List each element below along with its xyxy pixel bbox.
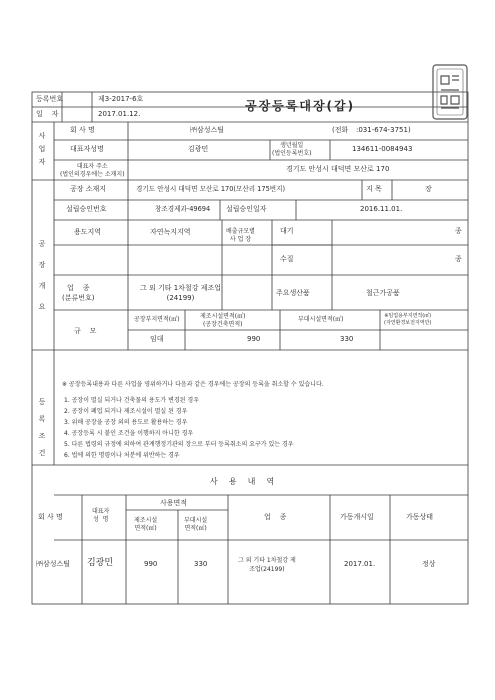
auxiliary-area-value: 330 xyxy=(340,335,354,343)
page-title: 공장등록대장(갑) xyxy=(245,99,356,113)
air-value: 종 xyxy=(455,227,462,235)
location-label: 공장 소재지 xyxy=(70,185,107,193)
condition-item: 2. 공장이 폐업 되거나 제조시설이 멸실 된 경우 xyxy=(64,408,188,415)
air-label: 대기 xyxy=(280,227,294,235)
auxiliary-area-label: 부대시설면적(㎡) xyxy=(298,316,344,323)
approval-no-value: 창조경제과-49694 xyxy=(155,205,211,213)
condition-item: 3. 위해 공장을 공장 외의 용도로 활용하는 경우 xyxy=(64,419,188,426)
usage-row-start: 2017.01. xyxy=(344,560,376,568)
usage-rep-header: 대표자 성 명 xyxy=(92,508,110,524)
conditions-notice: ※ 공장등록내용과 다른 사업을 영위하거나 다음과 같은 경우에는 공장의 등록을 취소할 수 있습니다. xyxy=(62,381,324,388)
usage-title: 사 용 내 역 xyxy=(210,477,277,486)
company-label: 회 사 명 xyxy=(70,126,95,134)
zone-label: 용도지역 xyxy=(74,228,102,236)
company-value: ㈜삼성스틸 xyxy=(190,126,225,134)
industry-label: 업 종 (분류번호) xyxy=(62,284,95,302)
address-label: 대표자 주소 (법인의경우에는 소재지) xyxy=(60,163,125,179)
usage-row-aux-area: 330 xyxy=(194,560,208,568)
scale-label: 규 모 xyxy=(74,327,97,335)
date-label: 일 자 xyxy=(36,110,59,118)
usage-aux-area-header: 부대시설 면적(㎡) xyxy=(184,517,208,533)
factory-section-label: 공장개요 xyxy=(38,240,46,324)
water-label: 수질 xyxy=(280,255,294,263)
usage-row-status: 정상 xyxy=(422,560,436,568)
usage-row-industry: 그 외 기타 1차철강 제 조업(24199) xyxy=(238,557,296,573)
phone-label: (전화 xyxy=(332,126,349,134)
zone-value: 자연녹지지역 xyxy=(150,228,191,236)
building-area-label: 제조시설면적(㎡) (공장건축면적) xyxy=(200,313,246,329)
reg-no-label: 등록번호 xyxy=(36,95,64,103)
products-value: 철근가공품 xyxy=(366,289,400,297)
approval-date-label: 설립승인일자 xyxy=(226,205,267,213)
products-label: 주요생산품 xyxy=(276,289,310,297)
address-value: 경기도 안성시 대덕면 모산로 170 xyxy=(286,165,390,173)
usage-area-header: 사용면적 xyxy=(160,499,188,507)
land-category-label: 지 목 xyxy=(366,185,382,193)
reg-no-value: 제3-2017-6호 xyxy=(98,95,144,103)
rep-label: 대표자성명 xyxy=(70,145,104,153)
date-value: 2017.01.12. xyxy=(98,110,141,118)
usage-industry-header: 업 종 xyxy=(264,513,287,521)
location-value: 경기도 안성시 대덕면 모산로 170(모산리 175번지) xyxy=(136,185,286,193)
site-area-label: 공장부지면적(㎡) xyxy=(134,316,180,323)
birth-value: 134611-0084943 xyxy=(352,145,413,153)
emission-label: 배출규모별 사 업 장 xyxy=(226,228,255,244)
other-area-label: ※임업용부지면적(㎡) (자연환경보전지역만) xyxy=(384,313,432,326)
approval-date-value: 2016.11.01. xyxy=(360,205,403,213)
owner-section-label: 사업자 xyxy=(38,132,46,171)
usage-status-header: 가동상태 xyxy=(406,513,434,521)
usage-row-rep: 김광민 xyxy=(87,558,114,568)
usage-start-header: 가동개시일 xyxy=(340,513,374,521)
rep-name: 김광민 xyxy=(188,145,209,153)
approval-no-label: 설립승인번호 xyxy=(66,205,107,213)
condition-item: 6. 법에 의한 명령이나 처분에 위반하는 경우 xyxy=(64,452,180,459)
birth-label: 생년월일 (법인등록번호) xyxy=(272,142,312,158)
conditions-section-label: 등록조건 xyxy=(38,398,46,466)
usage-company-header: 회 사 명 xyxy=(38,513,63,521)
usage-mfg-area-header: 제조시설 면적(㎡) xyxy=(134,517,158,533)
industry-value: 그 외 기타 1차철강 제조업 (24199) xyxy=(140,284,221,302)
phone-value: :031-674-3751) xyxy=(356,126,411,134)
land-category-value: 장 xyxy=(425,185,432,193)
building-area-value: 990 xyxy=(247,335,261,343)
condition-item: 4. 공장등록 시 붙인 조건을 이행하지 아니한 경우 xyxy=(64,430,194,437)
official-stamp xyxy=(430,62,470,122)
condition-item: 5. 다른 법령의 규정에 의하여 관계행정기관의 장으로 부터 등록취소의 요구가 있는 경우 xyxy=(64,441,294,448)
site-area-value: 임대 xyxy=(150,335,164,343)
usage-row-company: ㈜삼성스틸 xyxy=(36,560,71,568)
water-value: 종 xyxy=(455,255,462,263)
usage-row-mfg-area: 990 xyxy=(144,560,158,568)
condition-item: 1. 공장이 멸실 되거나 건축물의 용도가 변경된 경우 xyxy=(64,397,199,404)
